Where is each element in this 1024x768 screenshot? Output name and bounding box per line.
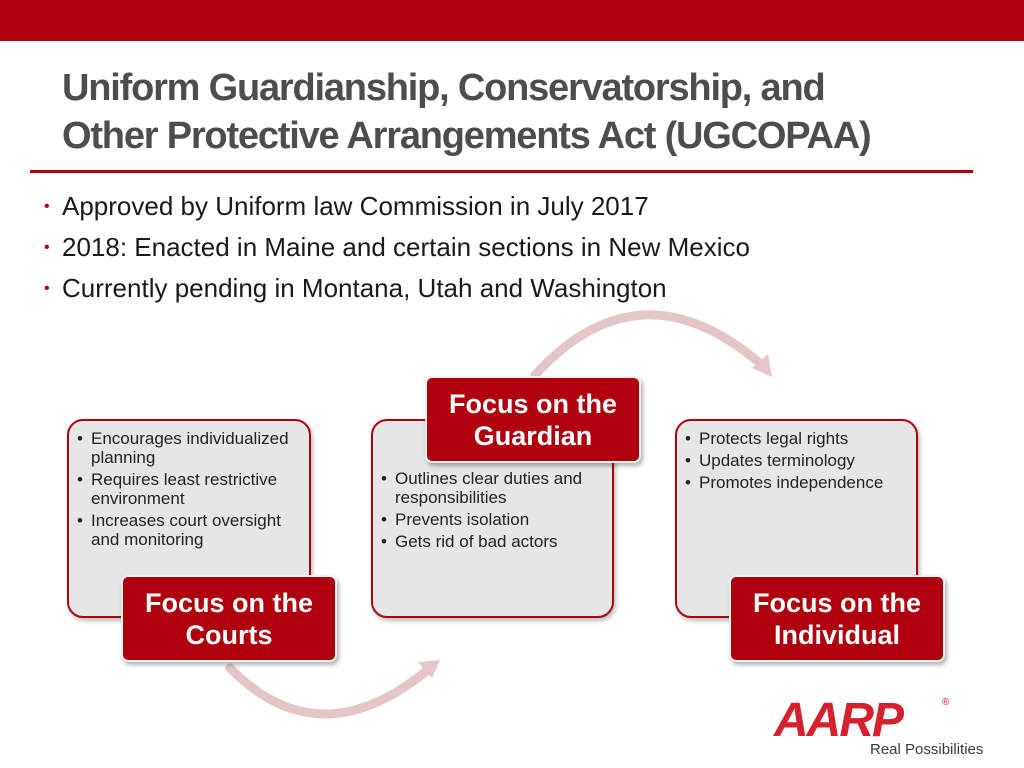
individual-list: [685, 429, 908, 492]
guardian-item: • Outlines clear duties and responsibilities: [381, 469, 583, 507]
bullet-dot-icon: •: [44, 239, 50, 256]
bullet-dot-icon: •: [44, 198, 50, 215]
arrow-courts-to-guardian-icon: [230, 668, 430, 714]
arrow-guardian-to-individual-icon: [535, 315, 762, 375]
aarp-tagline: Real Possibilities: [870, 741, 984, 758]
courts-item: • Encourages individualized planning: [77, 429, 289, 467]
bullet-dot-icon: •: [44, 280, 50, 297]
guardian-item: • Gets rid of bad actors: [381, 532, 558, 551]
title-line-2: Other Protective Arrangements Act (UGCOPAA): [62, 115, 871, 157]
individual-item: • Promotes independence: [685, 473, 884, 492]
guardian-list: [381, 469, 604, 551]
registered-mark: ®: [942, 697, 950, 708]
individual-item: • Updates terminology: [685, 451, 855, 470]
courts-label: Focus on the Courts: [121, 575, 337, 662]
bullet-text: Currently pending in Montana, Utah and Washington: [62, 273, 667, 303]
individual-item: • Protects legal rights: [685, 429, 849, 448]
guardian-label: Focus on the Guardian: [425, 376, 641, 463]
aarp-wordmark: AARP: [774, 694, 903, 747]
aarp-logo: [774, 695, 1004, 765]
title-line-1: Uniform Guardianship, Conservatorship, and: [62, 67, 825, 109]
bullet-text: 2018: Enacted in Maine and certain sections in New Mexico: [62, 232, 750, 262]
courts-item: • Requires least restrictive environment: [77, 470, 278, 508]
courts-list: [77, 429, 301, 549]
individual-label: Focus on the Individual: [729, 575, 945, 662]
courts-item: • Increases court oversight and monitoring: [77, 511, 281, 549]
bullet-text: Approved by Uniform law Commission in July 2017: [62, 191, 649, 221]
guardian-item: • Prevents isolation: [381, 510, 530, 529]
